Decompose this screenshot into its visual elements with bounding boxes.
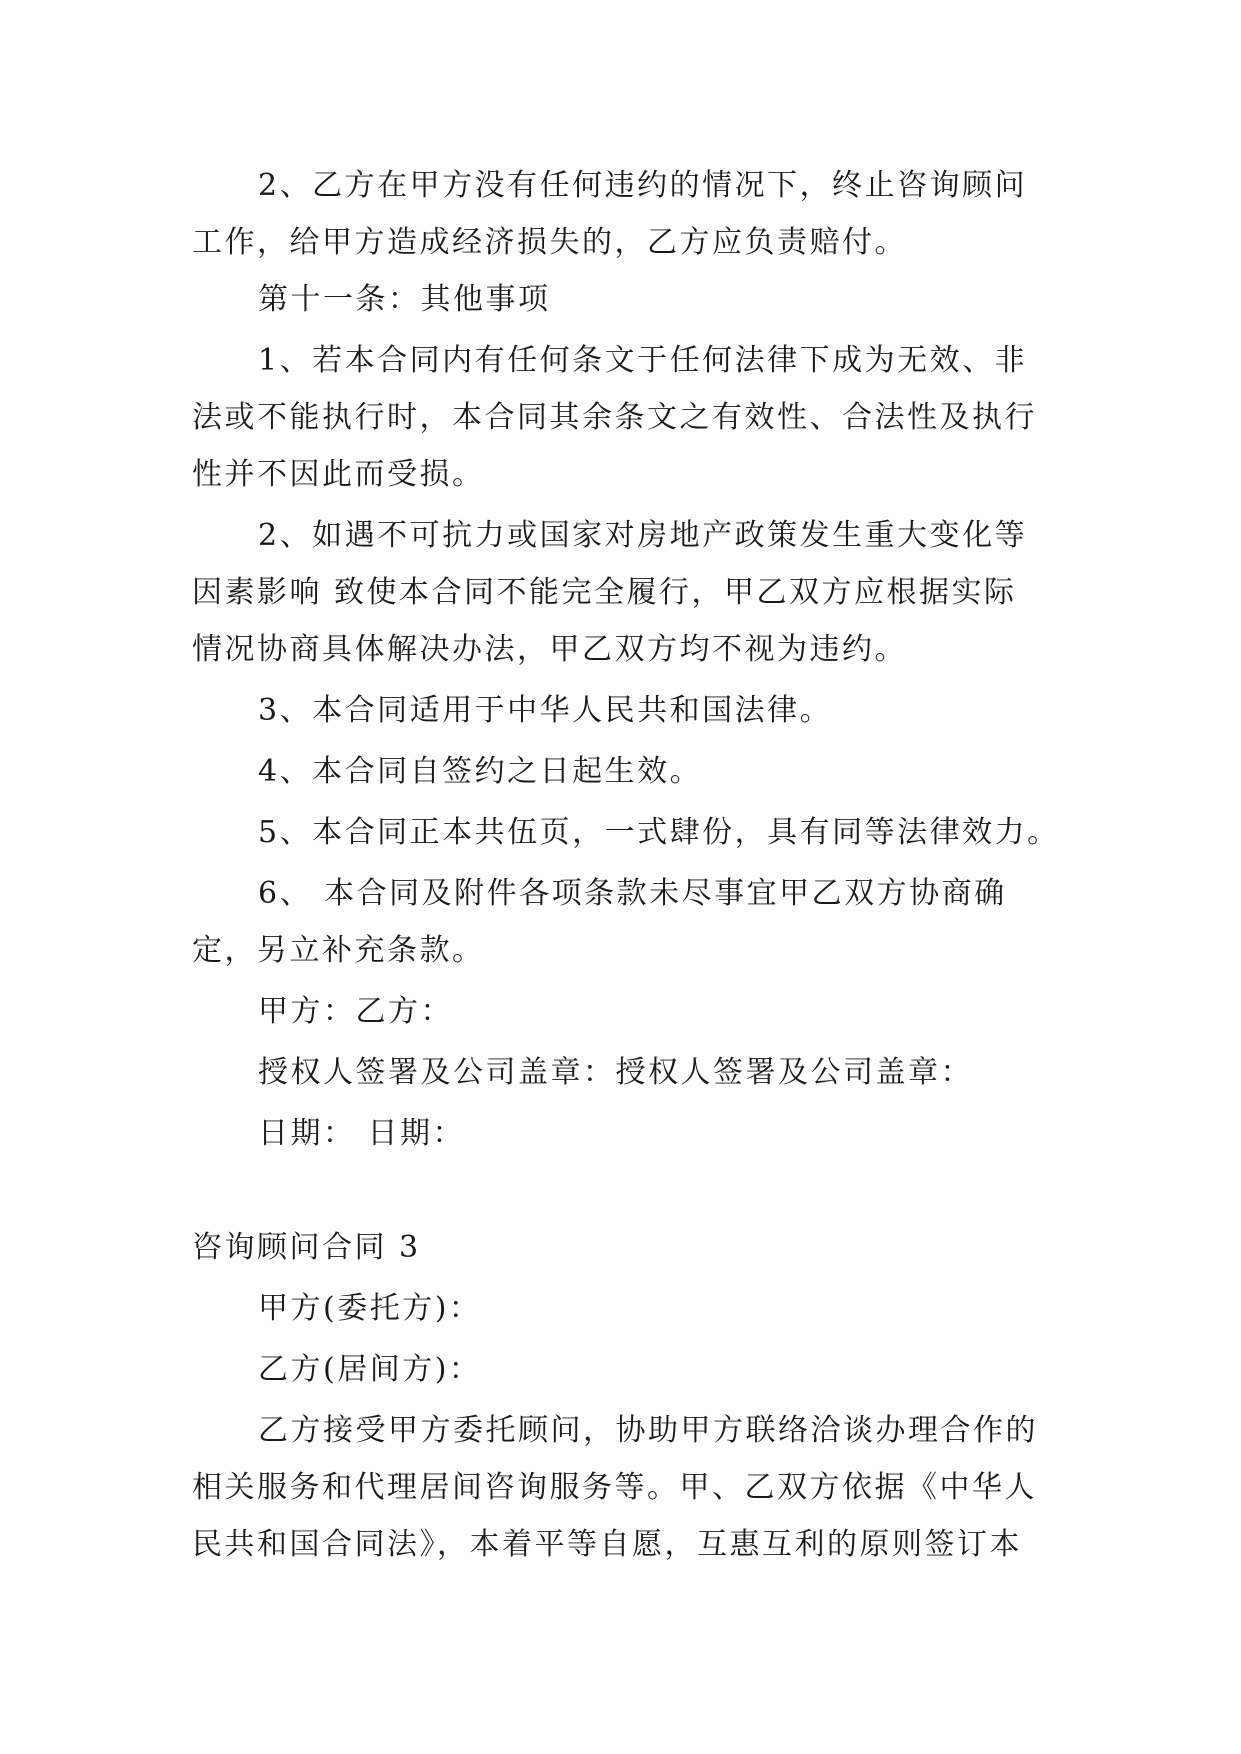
contract-3-title: 咨询顾问合同 3	[192, 1230, 421, 1265]
signature-parties: 甲方：乙方：	[258, 994, 453, 1029]
contract-3-intro-line-1: 乙方接受甲方委托顾问，协助甲方联络洽谈办理合作的	[258, 1413, 1038, 1448]
clause-11-item-1-line-2: 法或不能执行时，本合同其余条文之有效性、合法性及执行	[192, 400, 1037, 435]
signature-date: 日期： 日期：	[258, 1116, 466, 1151]
clause-10-item-2-line-2: 工作，给甲方造成经济损失的，乙方应负责赔付。	[192, 225, 907, 260]
clause-11-item-1-line-3: 性并不因此而受损。	[192, 457, 485, 492]
clause-11-item-6-line-2: 定，另立补充条款。	[192, 933, 485, 968]
clause-11-item-3: 3、本合同适用于中华人民共和国法律。	[258, 693, 833, 728]
clause-11-item-2-line-1: 2、如遇不可抗力或国家对房地产政策发生重大变化等	[258, 518, 1028, 553]
clause-10-item-2-line-1: 2、乙方在甲方没有任何违约的情况下，终止咨询顾问	[258, 168, 1028, 203]
clause-11-heading: 第十一条：其他事项	[258, 282, 551, 317]
clause-11-item-1-line-1: 1、若本合同内有任何条文于任何法律下成为无效、非	[258, 343, 1028, 378]
clause-11-item-5: 5、本合同正本共伍页，一式肆份，具有同等法律效力。	[258, 815, 1060, 850]
signature-authorization: 授权人签署及公司盖章：授权人签署及公司盖章：	[258, 1055, 973, 1090]
party-a-principal: 甲方(委托方)：	[258, 1291, 482, 1326]
party-b-intermediary: 乙方(居间方)：	[258, 1352, 482, 1387]
contract-3-intro-line-2: 相关服务和代理居间咨询服务等。甲、乙双方依据《中华人	[192, 1470, 1037, 1505]
clause-11-item-4: 4、本合同自签约之日起生效。	[258, 754, 703, 789]
clause-11-item-2-line-3: 情况协商具体解决办法，甲乙双方均不视为违约。	[192, 632, 907, 667]
clause-11-item-6-line-1: 6、 本合同及附件各项条款未尽事宜甲乙双方协商确	[258, 876, 1007, 911]
clause-11-item-2-line-2: 因素影响 致使本合同不能完全履行，甲乙双方应根据实际	[192, 575, 1017, 610]
contract-3-intro-line-3: 民共和国合同法》，本着平等自愿，互惠互利的原则签订本	[192, 1527, 1022, 1562]
